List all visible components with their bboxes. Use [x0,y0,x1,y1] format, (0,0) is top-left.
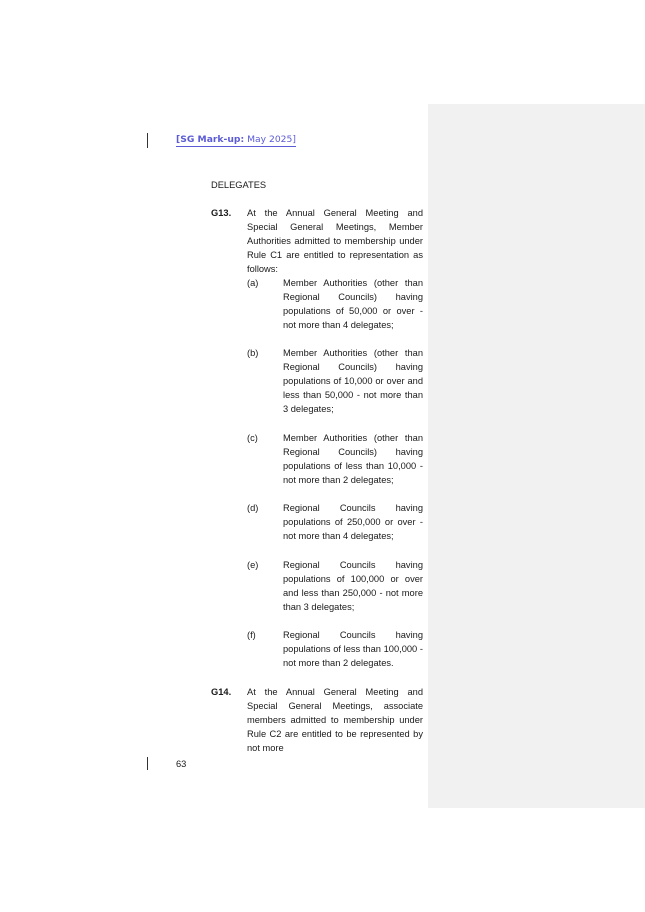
item-text: Regional Councils having populations of less than 100,000 - not more than 2 delegates. [283,630,423,668]
markup-tag: [SG Mark-up: [176,134,245,145]
rule-number: G13. [211,208,232,218]
item-label: (d) [247,503,259,513]
rule-text: At the Annual General Meeting and Special General Meetings, associate members admitted to membership under Rule C2 are entitled to be represented by not more [247,687,423,753]
list-item-d [247,501,423,543]
rule-number: G14. [211,687,232,697]
item-text: Member Authorities (other than Regional Councils) having populations of 10,000 or over and less than 50,000 - not more than 3 delegates; [283,348,423,414]
item-label: (a) [247,278,259,288]
item-text: Member Authorities (other than Regional Councils) having populations of less than 10,000 - not more than 2 delegates; [283,433,423,485]
item-label: (e) [247,560,259,570]
page-number: 63 [176,759,187,769]
list-item-e [247,558,423,614]
list-item-b [247,346,423,416]
rule-g14 [211,685,423,755]
change-bar [147,133,148,148]
item-label: (f) [247,630,256,640]
item-text: Regional Councils having populations of 100,000 or over and less than 250,000 - not more than 3 delegates; [283,560,423,612]
item-text: Regional Councils having populations of 250,000 or over - not more than 4 delegates; [283,503,423,541]
item-text: Member Authorities (other than Regional Councils) having populations of 50,000 or over - not more than 4 delegates; [283,278,423,330]
markup-note [176,133,296,147]
change-bar [147,757,148,770]
item-label: (c) [247,433,258,443]
item-label: (b) [247,348,259,358]
comment-pane [428,104,645,808]
rule-g13 [211,206,423,276]
list-item-a [247,276,423,332]
list-item-c [247,431,423,487]
section-heading: DELEGATES [211,180,267,190]
markup-date: May 2025] [247,134,296,145]
rule-text: At the Annual General Meeting and Special General Meetings, Member Authorities admitted to membership under Rule C1 are entitled to representation as follows: [247,208,423,274]
list-item-f [247,628,423,670]
